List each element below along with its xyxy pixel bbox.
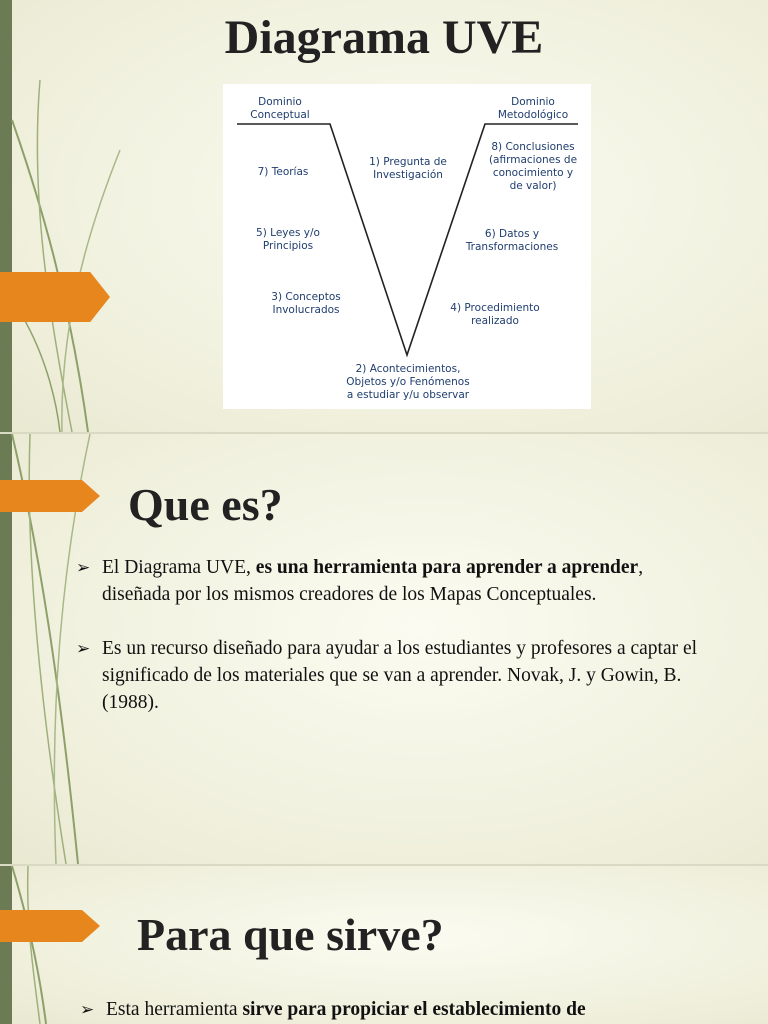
bullet-arrow-icon: ➢: [76, 639, 91, 658]
list-item: ➢ Esta herramienta sirve para propiciar el establecimiento de: [80, 996, 720, 1023]
section-heading: Que es?: [128, 479, 283, 530]
bullet-list: [76, 554, 716, 743]
diagram-bottom-events: 2) Acontecimientos, Objetos y/o Fenómenos a estudiar y/u observar: [346, 363, 470, 401]
diagram-left-item: 7) Teorías: [257, 166, 309, 178]
diagram-center-question: 1) Pregunta de Investigación: [369, 156, 447, 181]
slide-que-es: [0, 434, 768, 864]
list-item: ➢ Es un recurso diseñado para ayudar a los estudiantes y profesores a captar el significado de los materiales que se van a aprender. Novak, J. y Gowin, B. (1988).: [76, 635, 716, 716]
slide-para-que-sirve: [0, 866, 768, 1024]
orange-arrow-tab: [0, 272, 110, 322]
bullet-arrow-icon: ➢: [80, 1000, 95, 1019]
diagram-right-item: 4) Procedimiento realizado: [450, 302, 540, 327]
section-heading: Para que sirve?: [137, 909, 444, 960]
slide-title: Diagrama UVE: [224, 11, 544, 64]
diagram-right-item: 6) Datos y Transformaciones: [465, 228, 559, 253]
bullet-list: [80, 996, 720, 1024]
diagram-left-item: 3) Conceptos Involucrados: [271, 291, 341, 316]
bullet-arrow-icon: ➢: [76, 558, 91, 577]
diagram-left-item: 5) Leyes y/o Principios: [256, 227, 320, 252]
diagram-right-header: Dominio Metodológico: [497, 96, 569, 121]
orange-arrow-tab: [0, 480, 100, 512]
list-item: ➢ El Diagrama UVE, es una herramienta para aprender a aprender, diseñada por los mismos creadores de los Mapas Conceptuales.: [76, 554, 716, 608]
diagram-left-header: Dominio Conceptual: [250, 96, 310, 121]
uve-diagram: [223, 84, 591, 409]
slide-diagrama-uve: [0, 0, 768, 432]
diagram-right-item: 8) Conclusiones (afirmaciones de conocimiento y de valor): [488, 141, 578, 192]
orange-arrow-tab: [0, 910, 100, 942]
